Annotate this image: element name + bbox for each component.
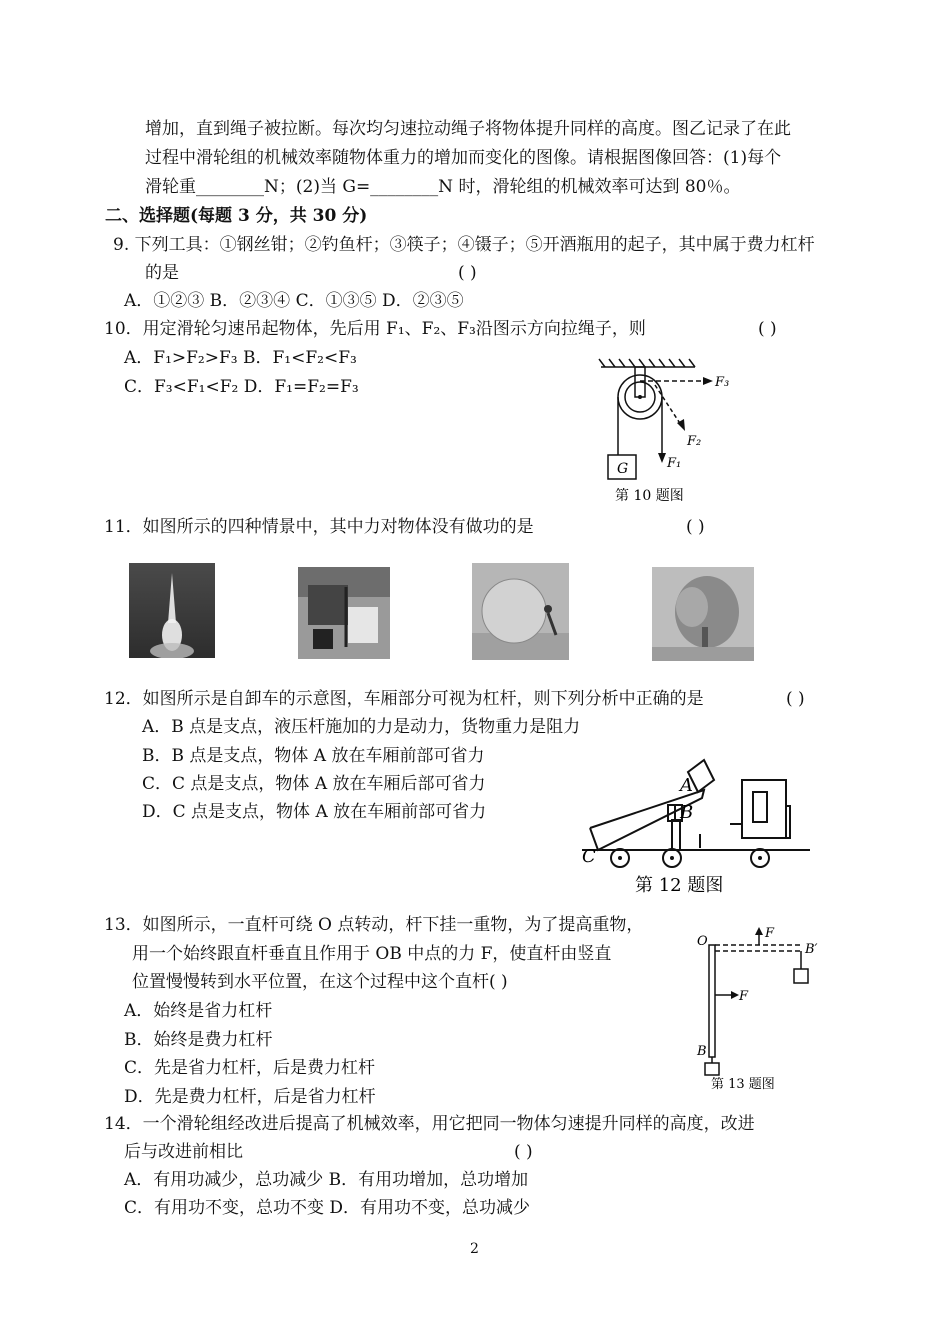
q14-options-cd: C．有用功不变，总功不变 D．有用功不变，总功减少 — [124, 1198, 531, 1218]
q12-option-b: B．B 点是支点，物体 A 放在车厢前部可省力 — [142, 746, 485, 766]
q12-point-c-label: C — [582, 846, 596, 867]
q13-force-f-label: F — [739, 989, 749, 1004]
q12-option-a: A．B 点是支点，液压杆施加的力是动力，货物重力是阻力 — [142, 717, 581, 737]
q13-option-d: D．先是费力杠杆，后是省力杠杆 — [124, 1087, 376, 1107]
page-number: 2 — [470, 1241, 479, 1257]
q12-figure-caption: 第 12 题图 — [635, 875, 724, 896]
q9-options: A．①②③ B．②③④ C．①③⑤ D．②③⑤ — [124, 291, 464, 311]
q10-figure-caption: 第 10 题图 — [615, 488, 684, 504]
q12-option-c: C．C 点是支点，物体 A 放在车厢后部可省力 — [142, 774, 486, 794]
q13-stem-line-2: 用一个始终跟直杆垂直且作用于 OB 中点的力 F，使直杆由竖直 — [132, 944, 612, 964]
q13-figure-caption: 第 13 题图 — [711, 1077, 775, 1092]
q14-answer-bracket: ( ) — [514, 1142, 533, 1162]
q12-point-a-label: A — [680, 775, 693, 796]
q14-options-ab: A．有用功减少，总功减少 B．有用功增加，总功增加 — [124, 1170, 529, 1190]
q13-force-f-top-label: F — [765, 926, 775, 941]
q12-answer-bracket: ( ) — [786, 689, 805, 709]
q10-f1-label: F₁ — [667, 456, 682, 471]
q13-point-b-prime-label: B′ — [805, 942, 818, 957]
q12-stem: 12．如图所示是自卸车的示意图，车厢部分可视为杠杆，则下列分析中正确的是 — [104, 689, 704, 709]
q13-option-c: C．先是省力杠杆，后是费力杠杆 — [124, 1058, 376, 1078]
q14-stem-line-1: 14．一个滑轮组经改进后提高了机械效率，用它把同一物体匀速提升同样的高度，改进 — [104, 1114, 755, 1134]
continuation-line-2: 过程中滑轮组的机械效率随物体重力的增加而变化的图像。请根据图像回答：(1)每个 — [145, 148, 782, 168]
q13-pivot-o-label: O — [697, 934, 708, 949]
q9-answer-bracket: ( ) — [458, 263, 477, 283]
section-title: 二、选择题(每题 3 分，共 30 分) — [105, 206, 368, 226]
continuation-line-3: 滑轮重________N；(2)当 G=________N 时，滑轮组的机械效率可达到 80％。 — [145, 177, 741, 197]
q10-options-cd: C．F₃<F₁<F₂ D．F₁=F₂=F₃ — [124, 377, 359, 397]
q11-stem: 11．如图所示的四种情景中，其中力对物体没有做功的是 — [104, 517, 534, 537]
q11-photo-tree-pushing — [652, 567, 754, 661]
continuation-line-1: 增加，直到绳子被拉断。每次均匀速拉动绳子将物体提升同样的高度。图乙记录了在此 — [145, 119, 791, 139]
q9-stem-line-1: 9. 下列工具：①钢丝钳；②钓鱼杆；③筷子；④镊子；⑤开酒瓶用的起子，其中属于费力杠杆 — [113, 235, 815, 255]
q13-point-b-label: B — [697, 1044, 707, 1059]
q14-stem-line-2: 后与改进前相比 — [124, 1142, 243, 1162]
q10-options-ab: A．F₁>F₂>F₃ B．F₁<F₂<F₃ — [124, 348, 357, 368]
q11-photo-rocket-launch — [129, 563, 215, 658]
q13-option-b: B．始终是费力杠杆 — [124, 1030, 273, 1050]
q10-f2-label: F₂ — [687, 434, 702, 449]
q12-point-b-label: B — [680, 802, 694, 823]
q11-photo-forklift — [298, 567, 390, 659]
q13-option-a: A．始终是省力杠杆 — [124, 1001, 273, 1021]
q11-photo-pushing-boulder — [472, 563, 569, 660]
q10-pulley-figure — [595, 355, 735, 510]
q12-option-d: D．C 点是支点，物体 A 放在车厢前部可省力 — [142, 802, 487, 822]
q13-stem-line-1: 13．如图所示，一直杆可绕 O 点转动，杆下挂一重物，为了提高重物， — [104, 915, 644, 935]
q10-weight-label: G — [617, 461, 629, 477]
q10-answer-bracket: ( ) — [758, 319, 777, 339]
q10-stem: 10．用定滑轮匀速吊起物体，先后用 F₁、F₂、F₃沿图示方向拉绳子，则 — [104, 319, 646, 339]
q13-rod-figure — [693, 925, 833, 1095]
q13-stem-line-3: 位置慢慢转到水平位置，在这个过程中这个直杆( ) — [132, 972, 508, 992]
q12-dump-truck-figure — [580, 758, 815, 900]
q9-stem-line-2: 的是 — [145, 263, 179, 283]
q11-answer-bracket: ( ) — [686, 517, 705, 537]
q10-f3-label: F₃ — [715, 375, 730, 390]
